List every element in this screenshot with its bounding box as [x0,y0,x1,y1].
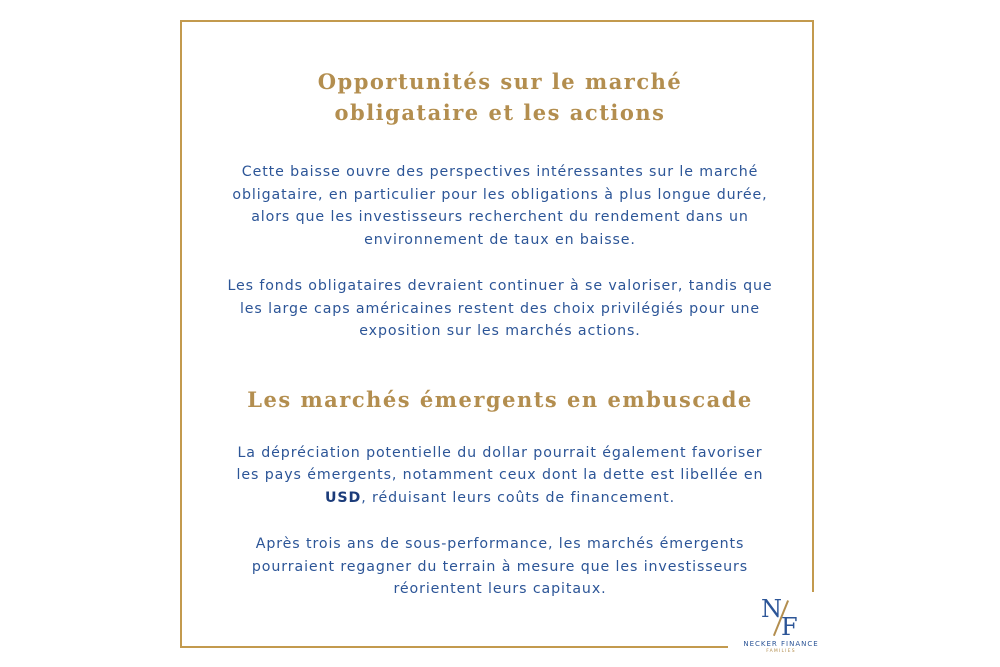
paragraph-bonds-2 [200,275,800,343]
text-line: obligataire, en particulier pour les obligations à plus longue durée, [232,186,768,203]
logo-letter-f: F [781,613,798,641]
text-line: pourraient regagner du terrain à mesure que les investisseurs [251,558,749,575]
section-title-bonds-line2: obligataire et les actions [334,100,666,125]
paragraph-emerging-1 [200,442,800,510]
text-line: La dépréciation potentielle du dollar pourrait également favoriser [237,444,763,461]
section-title-emerging: Les marchés émergents en embuscade [247,386,753,412]
text-line: les large caps américaines restent des choix privilégiés pour une [239,300,761,317]
text-line: exposition sur les marchés actions. [359,323,641,339]
logo-letter-n: N [761,595,782,623]
text-line: environnement de taux en baisse. [364,231,636,248]
text-line: Après trois ans de sous-performance, les marchés émergents [255,536,745,552]
section-title-bonds-line1: Opportunités sur le marché [317,69,683,94]
necker-finance-logo [733,597,829,663]
text-line: les pays émergents, notamment ceux dont la dette est libellée en [236,467,764,483]
section-title-bonds [200,66,800,128]
text-line: Cette baisse ouvre des perspectives intéressantes sur le marché [241,164,759,180]
paragraph-emerging-2 [200,533,800,601]
text-line: , réduisant leurs coûts de financement. [361,489,675,506]
paragraph-bonds-1 [200,161,800,251]
text-line: Les fonds obligataires devraient continuer à se valoriser, tandis que [227,278,773,294]
logo-monogram [733,597,829,639]
text-line: réorientent leurs capitaux. [393,581,607,597]
document-content [200,66,800,601]
logo-company-name: NECKER FINANCE [743,640,819,648]
currency-highlight: USD [324,489,362,506]
logo-tagline: FAMILIES [766,649,796,654]
text-line: alors que les investisseurs recherchent du rendement dans un [251,209,749,225]
